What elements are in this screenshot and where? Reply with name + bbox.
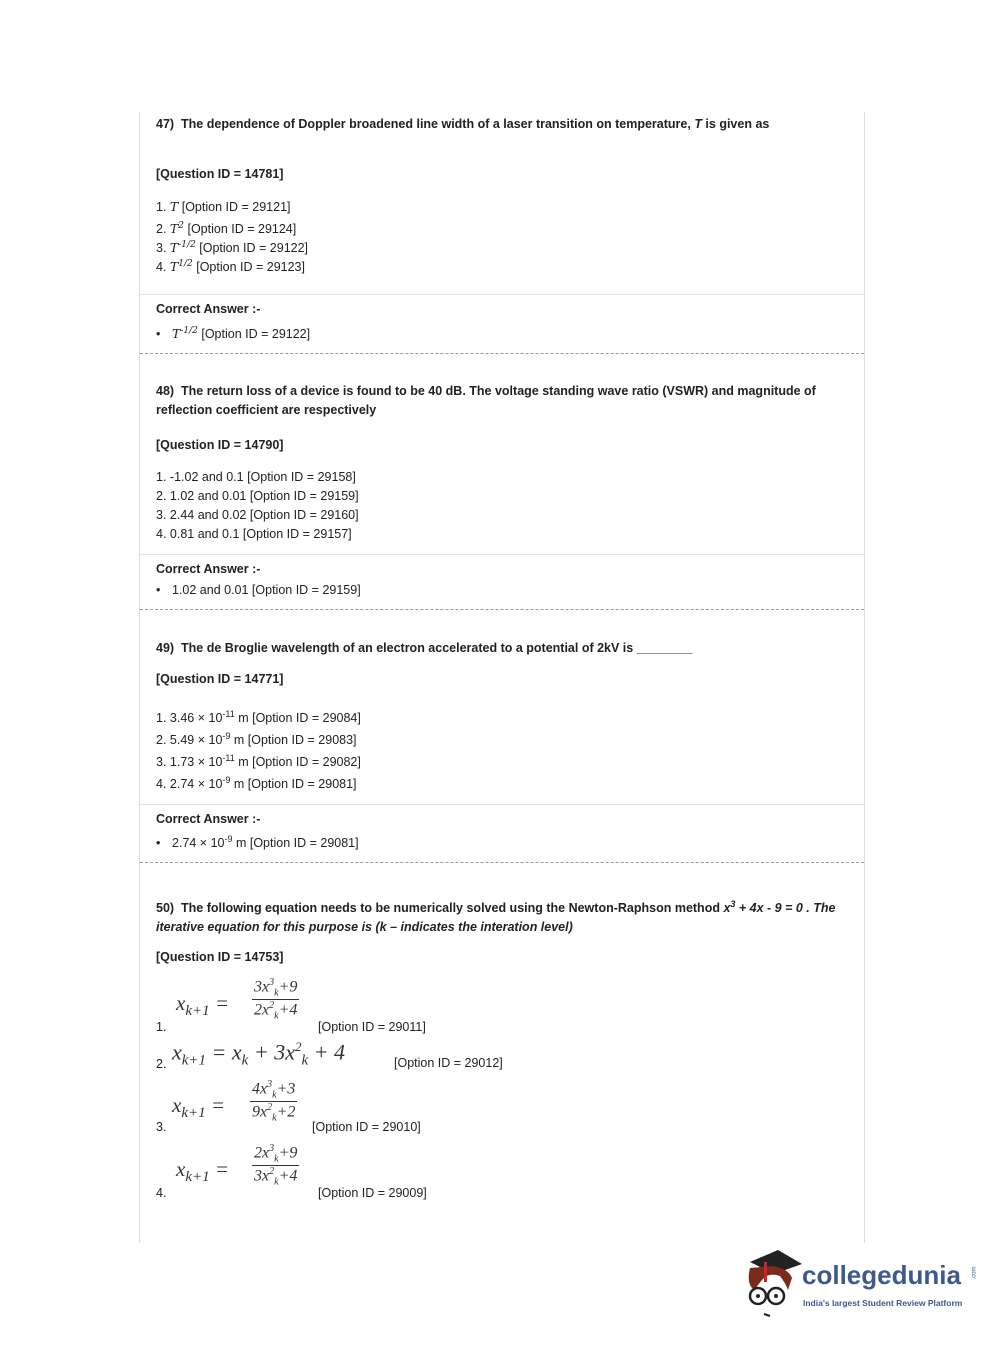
- option: 2. $5.49 \times 10^{-9}$ m [Option ID = 29083]: [156, 731, 357, 748]
- brand-tagline: India's largest Student Review Platform: [803, 1298, 963, 1308]
- option: 3. 2.44 and 0.02 [Option ID = 29160]: [156, 508, 359, 522]
- option: 4. $2.74 \times 10^{-9}$ m [Option ID = 29081]: [156, 775, 357, 792]
- option: 3. $1.73 \times 10^{-11}$ m [Option ID = 29082]: [156, 753, 361, 770]
- options-list: 1. $x_{k+1}$ = $\frac{3x^3_k+9}{2x^2_k+4}$ [Option ID = 29011] 2. $x_{k+1} = x_k + 3x^2_k + 4$ [Option ID = 29012] 3. $x_{k+1}$ = $\frac{4x^3_k+3}{9x^2_k+2}$ [Option ID = 29010] 4. $x_{k+1}$ = $\frac{2x^3_k+9}{3x^2_k+4}$ [Option ID = 29009]: [156, 977, 503, 1200]
- question-paper: [139, 112, 865, 1243]
- correct-answer: • $T^{-1/2}$ [Option ID = 29122]: [156, 326, 311, 342]
- correct-answer-label: Correct Answer :-: [156, 812, 261, 826]
- option: 2. 1.02 and 0.01 [Option ID = 29159]: [156, 489, 359, 503]
- divider: [140, 804, 864, 805]
- question-text: 48) The return loss of a device is found to be 40 dB. The voltage standing wave ratio (VSWR) and magnitude of reflection coefficient are respectively: [156, 384, 816, 417]
- collegedunia-logo: [742, 1250, 982, 1320]
- option: 4. $T^{1/2}$ [Option ID = 29123]: [156, 259, 305, 275]
- fraction: $\frac{2x^3_k+9}{3x^2_k+4}$: [254, 1143, 298, 1188]
- option: 1. -1.02 and 0.1 [Option ID = 29158]: [156, 470, 356, 484]
- mascot-icon: [742, 1250, 804, 1320]
- correct-answer-label: Correct Answer :-: [156, 302, 261, 316]
- divider: [140, 294, 864, 295]
- option: 1. $3.46 \times 10^{-11}$ m [Option ID = 29084]: [156, 709, 361, 726]
- option: 1. T [Option ID = 29121]: [156, 199, 291, 214]
- question-id: [Question ID = 14781]: [156, 167, 284, 181]
- fraction: $\frac{3x^3_k+9}{2x^2_k+4}$: [254, 977, 298, 1022]
- question-text: 49) The de Broglie wavelength of an electron accelerated to a potential of 2kV is ________: [156, 641, 693, 655]
- correct-answer: • 1.02 and 0.01 [Option ID = 29159]: [156, 583, 361, 597]
- option: 3. $T^{-1/2}$ [Option ID = 29122]: [156, 240, 309, 256]
- options-list: [156, 468, 359, 544]
- correct-answer: • $2.74 \times 10^{-9}$ m [Option ID = 29081]: [156, 834, 359, 851]
- question-separator: [140, 862, 864, 863]
- options-list: [156, 705, 361, 793]
- options-list: [156, 197, 308, 273]
- question-text: 47) The dependence of Doppler broadened line width of a laser transition on temperature, T is given as: [156, 117, 770, 131]
- question-text: 50) The following equation needs to be numerically solved using the Newton-Raphson method $x^3 + 4x - 9 = 0$ . The iterative equation for this purpose is (k – indicates the interation level): [156, 899, 836, 935]
- question-separator: [140, 609, 864, 610]
- option: 4. 0.81 and 0.1 [Option ID = 29157]: [156, 527, 352, 541]
- divider: [140, 554, 864, 555]
- fraction: $\frac{4x^3_k+3}{9x^2_k+2}$: [252, 1079, 296, 1124]
- question-separator: [140, 353, 864, 354]
- question-id: [Question ID = 14790]: [156, 438, 284, 452]
- question-id: [Question ID = 14771]: [156, 672, 284, 686]
- brand-name: collegedunia: [802, 1260, 961, 1290]
- correct-answer-label: Correct Answer :-: [156, 562, 261, 576]
- option: 2. $T^2$ [Option ID = 29124]: [156, 221, 297, 237]
- brand-domain: .com: [971, 1266, 978, 1280]
- question-id: [Question ID = 14753]: [156, 950, 284, 964]
